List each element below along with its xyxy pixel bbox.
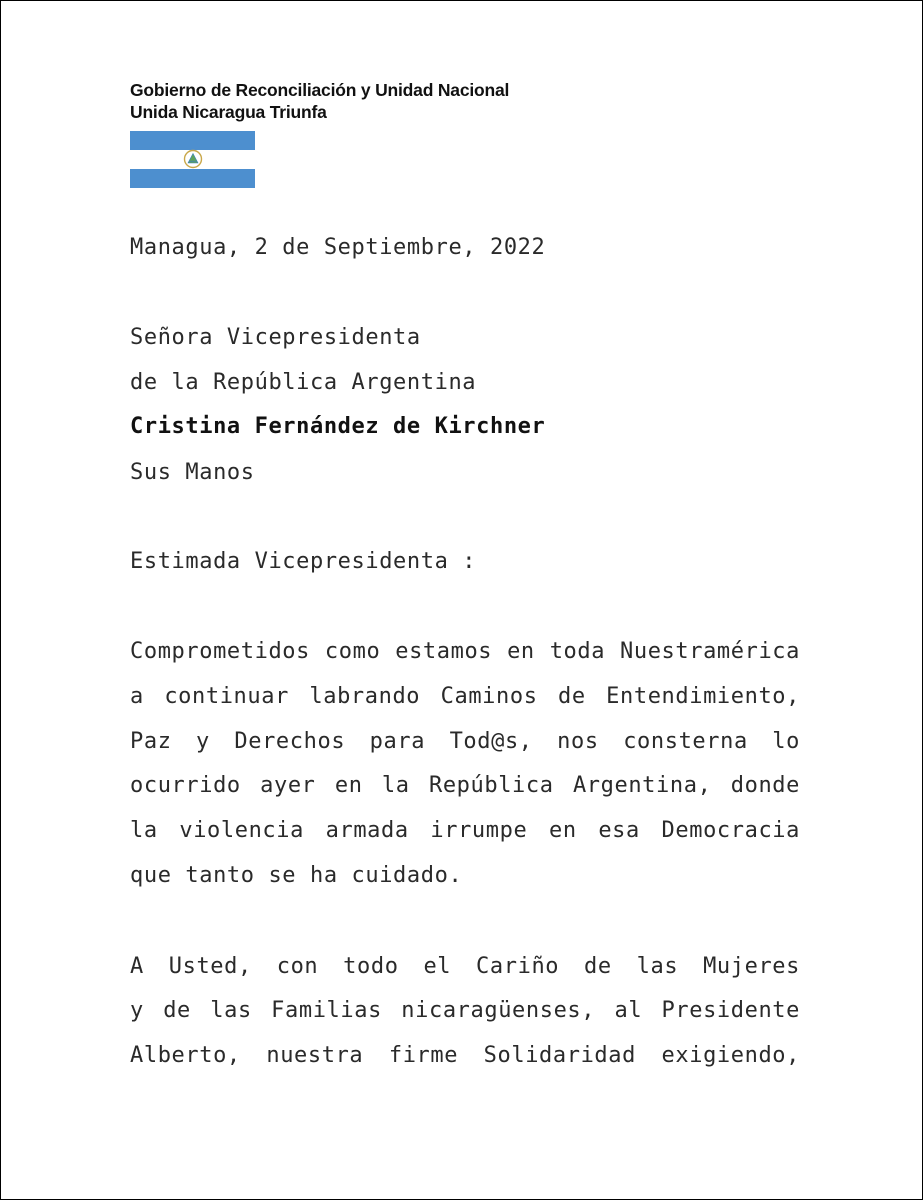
letterhead-government-name: Gobierno de Reconciliación y Unidad Nacional — [130, 80, 510, 100]
paragraph1-line: la violencia armada irrumpe en esa Democracia — [130, 818, 800, 843]
paragraph2-line: y de las Familias nicaragüenses, al Presidente — [130, 998, 800, 1023]
paragraph1-line: ocurrido ayer en la República Argentina, donde — [130, 773, 800, 798]
flag-top-band — [130, 131, 255, 150]
paragraph2-line: Alberto, nuestra firme Solidaridad exigiendo, — [130, 1043, 800, 1068]
recipient-title: Señora Vicepresidenta — [130, 325, 421, 350]
letterhead-slogan: Unida Nicaragua Triunfa — [130, 102, 327, 122]
paragraph2-line: A Usted, con todo el Cariño de las Mujeres — [130, 954, 800, 979]
recipient-name: Cristina Fernández de Kirchner — [130, 414, 546, 439]
letterhead — [130, 79, 509, 123]
nicaragua-flag-icon — [130, 131, 255, 188]
recipient-closing: Sus Manos — [130, 460, 255, 485]
recipient-country: de la República Argentina — [130, 370, 477, 395]
place-date: Managua, 2 de Septiembre, 2022 — [130, 235, 546, 260]
flag-bottom-band — [130, 169, 255, 188]
paragraph1-line: que tanto se ha cuidado. — [130, 863, 463, 888]
paragraph1-line: Comprometidos como estamos en toda Nuestramérica — [130, 639, 800, 664]
paragraph1-line: Paz y Derechos para Tod@s, nos consterna lo — [130, 729, 800, 754]
nicaragua-coat-of-arms-icon — [183, 149, 203, 169]
salutation: Estimada Vicepresidenta : — [130, 549, 477, 574]
paragraph1-line: a continuar labrando Caminos de Entendimiento, — [130, 684, 800, 709]
